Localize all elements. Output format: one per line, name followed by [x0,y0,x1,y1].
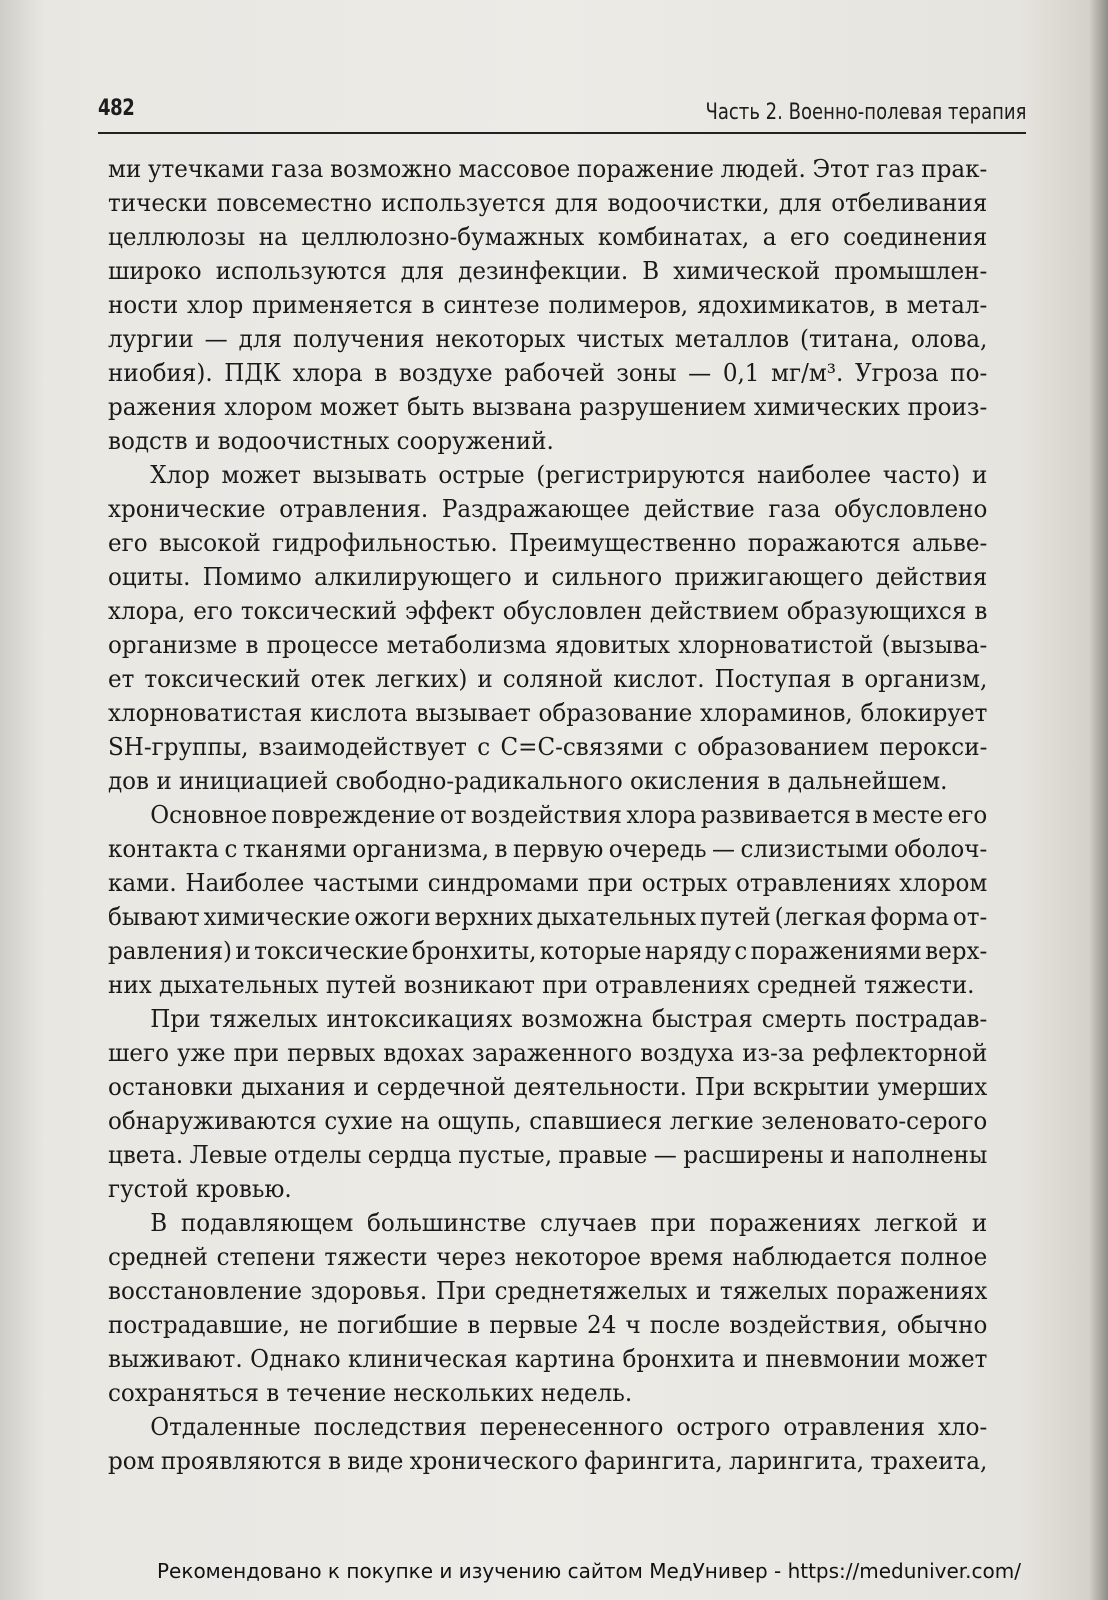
page-number: 482 [98,96,135,121]
footer-watermark: Рекомендовано к покупке и изучению сайтом МедУнивер - https://meduniver.com/ [157,1559,1021,1583]
text-line: ражения хлором может быть вызвана разрушением химических произ- [108,393,988,421]
text-line: густой кровью. [108,1175,292,1203]
paragraph [108,152,1024,458]
text-line: оциты. Помимо алкилирующего и сильного прижигающего действия [108,563,988,591]
text-line: ности хлор применяется в синтезе полимеров, ядохимикатов, в метал- [108,291,988,319]
text-line: равления) и токсические бронхиты, которые наряду с поражениями верх- [108,937,988,965]
paragraph [108,1002,1024,1206]
text-line: контакта с тканями организма, в первую очередь — слизистыми оболоч- [108,835,988,863]
text-line: Отдаленные последствия перенесенного острого отравления хло- [150,1413,988,1441]
text-line: сохраняться в течение нескольких недель. [108,1379,633,1407]
paragraph [108,798,1024,1002]
text-line: SH-группы, взаимодействует с С=С-связями с образованием перокси- [108,733,988,761]
text-line: бывают химические ожоги верхних дыхательных путей (легкая форма от- [108,903,988,931]
text-line: дов и инициацией свободно-радикального окисления в дальнейшем. [108,767,948,795]
text-line: организме в процессе метаболизма ядовитых хлорноватистой (вызыва- [108,631,988,659]
text-line: Основное повреждение от воздействия хлора развивается в месте его [150,801,988,829]
body-text [108,152,1024,1478]
paragraph [108,1206,1024,1410]
paragraph [108,1410,1024,1478]
text-line: них дыхательных путей возникают при отравлениях средней тяжести. [108,971,975,999]
text-line: ниобия). ПДК хлора в воздухе рабочей зоны — 0,1 мг/м³. Угроза по- [108,359,988,387]
text-line: пострадавшие, не погибшие в первые 24 ч после воздействия, обычно [108,1311,988,1339]
text-line: лургии — для получения некоторых чистых металлов (титана, олова, [108,325,988,353]
running-title: Часть 2. Военно-полевая терапия [704,100,1026,125]
text-line: хронические отравления. Раздражающее действие газа обусловлено [108,495,988,523]
text-line: восстановление здоровья. При среднетяжелых и тяжелых поражениях [108,1277,988,1305]
paragraph [108,458,1024,798]
text-line: цвета. Левые отделы сердца пустые, правые — расширены и наполнены [108,1141,988,1169]
text-line: хлорноватистая кислота вызывает образование хлораминов, блокирует [108,699,988,727]
text-line: водств и водоочистных сооружений. [108,427,554,455]
text-line: обнаруживаются сухие на ощупь, спавшиеся легкие зеленовато-серого [108,1107,988,1135]
text-line: ми утечками газа возможно массовое поражение людей. Этот газ прак- [108,155,988,183]
text-line: остановки дыхания и сердечной деятельности. При вскрытии умерших [108,1073,988,1101]
text-line: ет токсический отек легких) и соляной кислот. Поступая в организм, [108,665,988,693]
text-line: хлора, его токсический эффект обусловлен действием образующихся в [108,597,988,625]
text-line: ками. Наиболее частыми синдромами при острых отравлениях хлором [108,869,988,897]
text-line: В подавляющем большинстве случаев при поражениях легкой и [150,1209,988,1237]
page-edge-shadow [1090,0,1108,1600]
text-line: целлюлозы на целлюлозно-бумажных комбинатах, а его соединения [108,223,988,251]
text-line: шего уже при первых вдохах зараженного воздуха из-за рефлекторной [108,1039,988,1067]
text-line: его высокой гидрофильностью. Преимущественно поражаются альве- [108,529,988,557]
text-line: тически повсеместно используется для водоочистки, для отбеливания [108,189,988,217]
text-line: выживают. Однако клиническая картина бронхита и пневмонии может [108,1345,988,1373]
page-header [98,92,1026,134]
text-line: широко используются для дезинфекции. В химической промышлен- [108,257,988,285]
text-line: ром проявляются в виде хронического фарингита, ларингита, трахеита, [108,1447,988,1475]
text-line: Хлор может вызывать острые (регистрируются наиболее часто) и [150,461,988,489]
text-line: При тяжелых интоксикациях возможна быстрая смерть пострадав- [150,1005,988,1033]
text-line: средней степени тяжести через некоторое время наблюдается полное [108,1243,988,1271]
